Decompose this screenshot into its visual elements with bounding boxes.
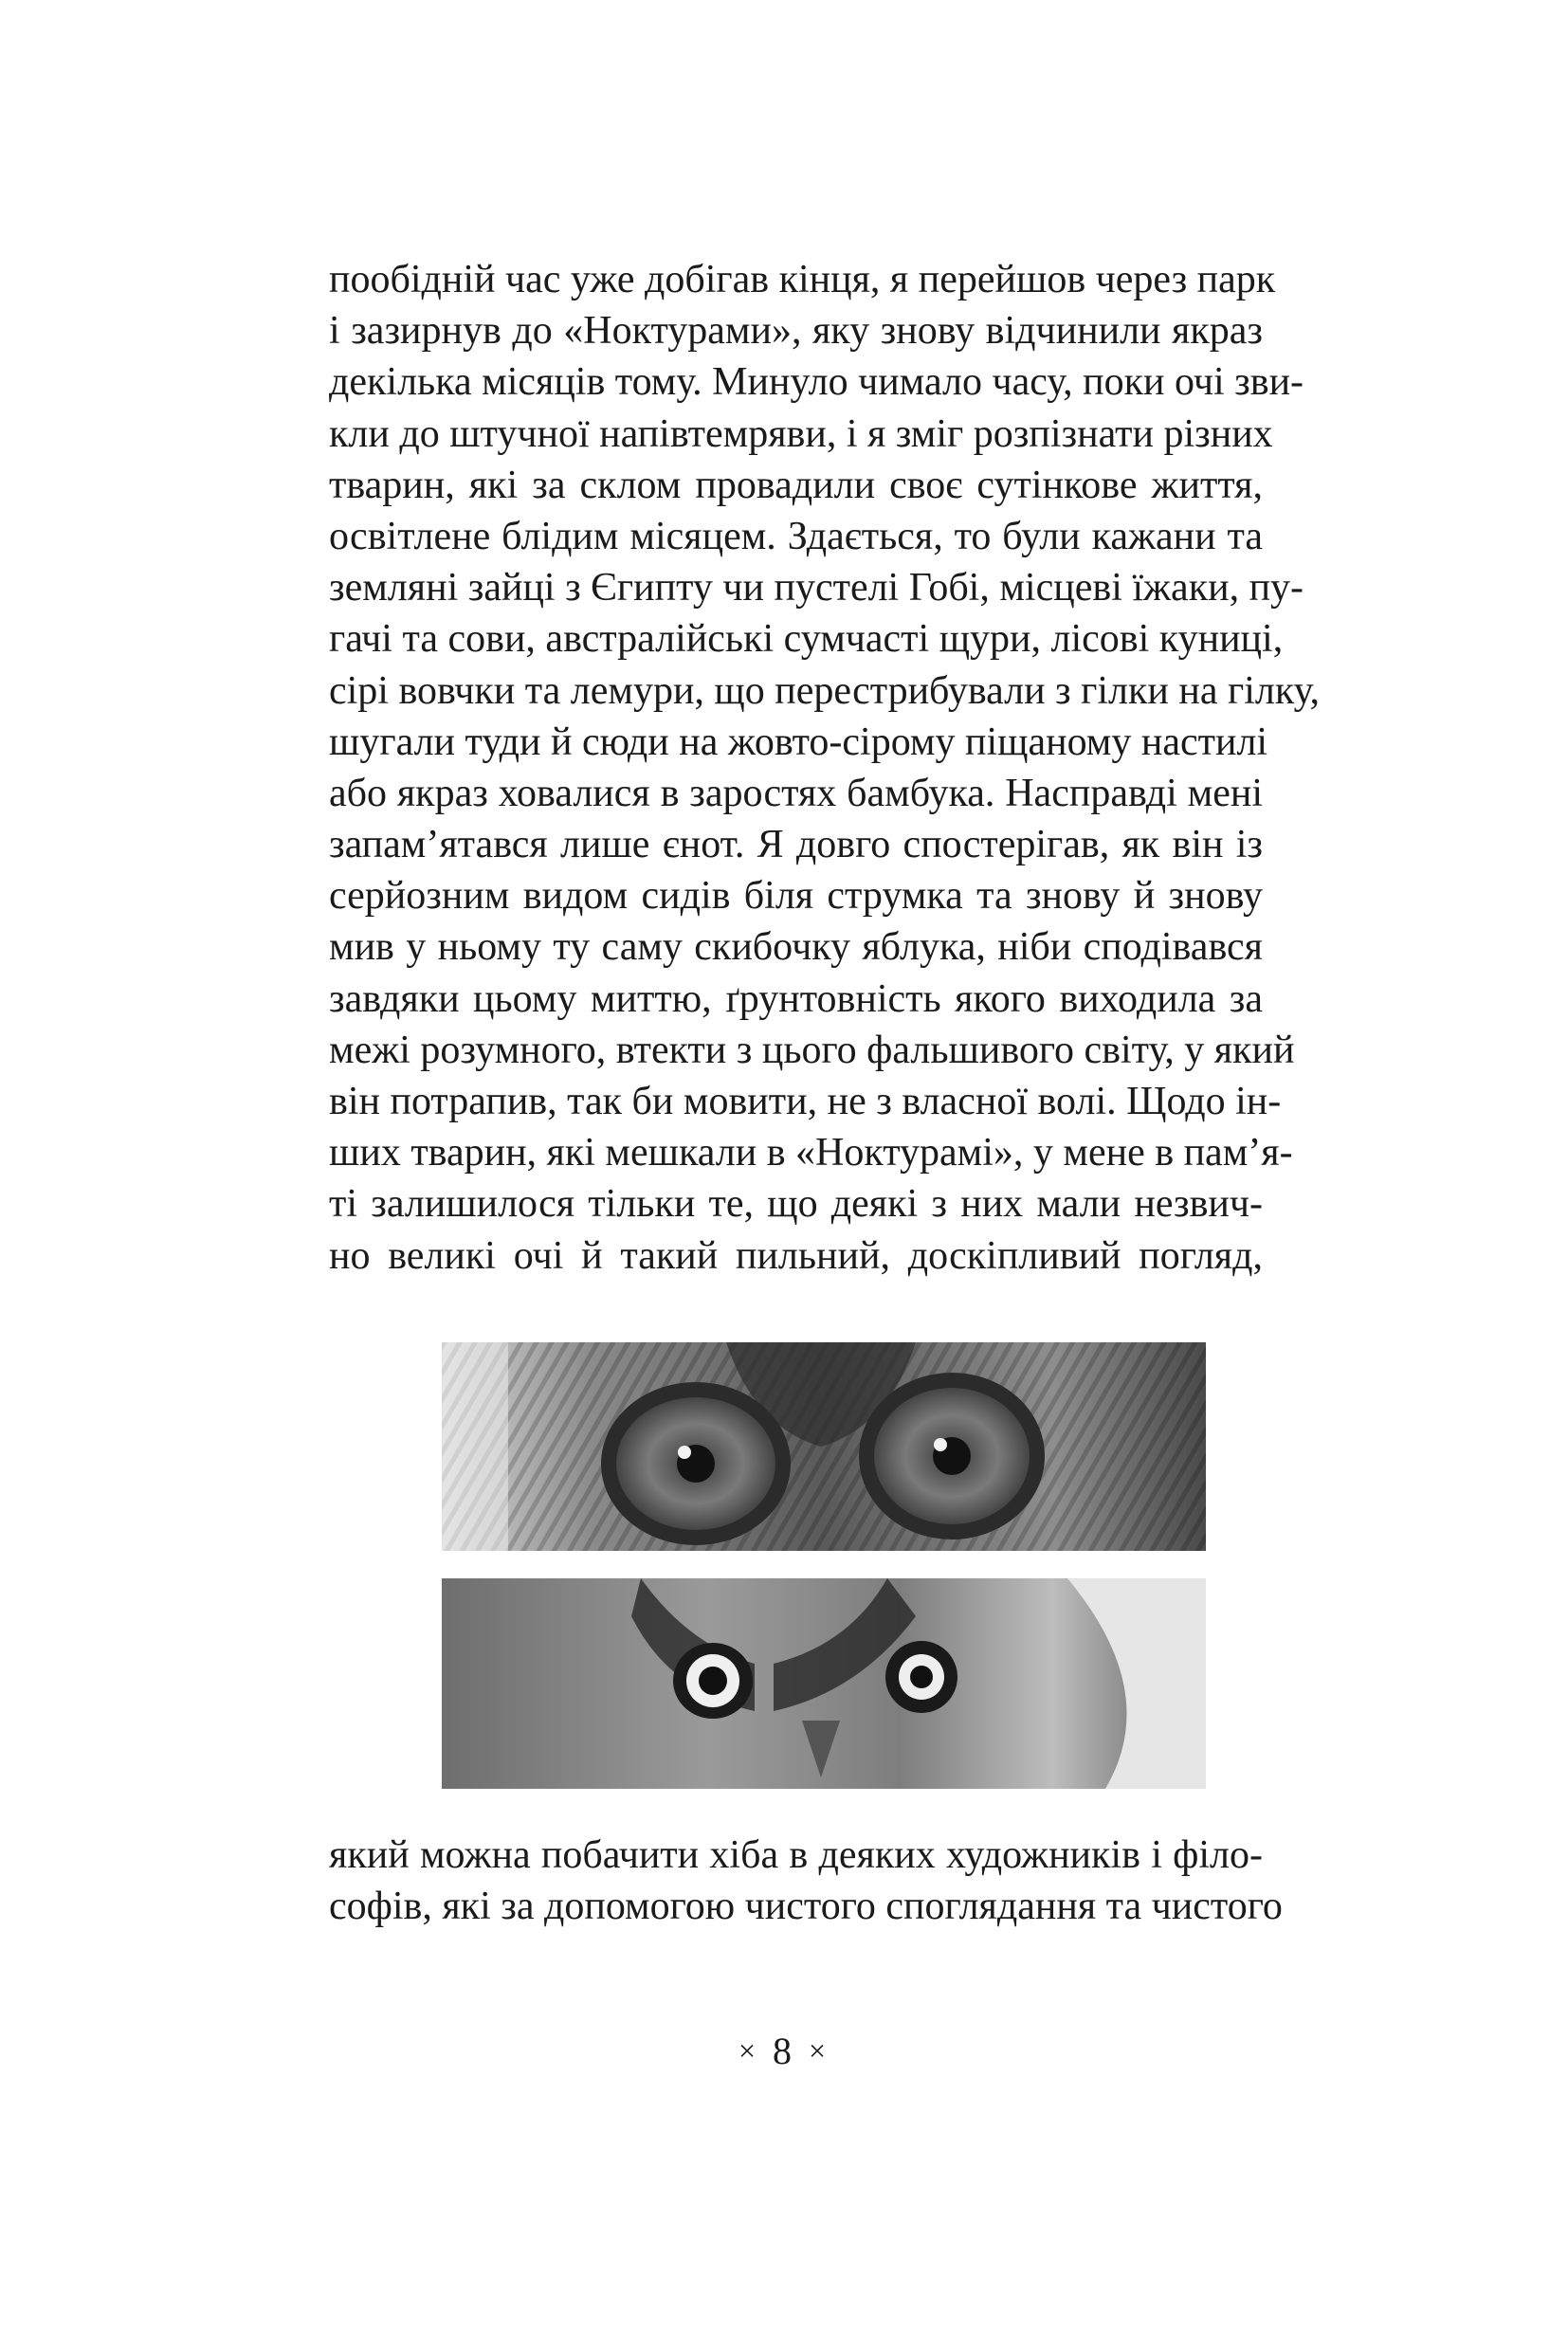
text-line: або якраз ховалися в заростях бамбука. Насправді мені	[329, 771, 1263, 815]
text-line: софів, які за допомогою чистого споглядання та чистого	[329, 1885, 1283, 1929]
eyes-illustration-top	[442, 1342, 1206, 1551]
text-line: мив у ньому ту саму скибочку яблука, ніби сподівався	[329, 925, 1263, 970]
text-line: тварин, які за склом провадили своє сутінкове життя,	[329, 463, 1263, 507]
text-line: пообідній час уже добігав кінця, я перейшов через парк	[329, 258, 1276, 301]
text-line: шугали туди й сюди на жовто-сірому піщаному настилі	[329, 720, 1268, 764]
text-line: завдяки цьому миттю, ґрунтовність якого виходила за	[329, 976, 1263, 1021]
text-line: ті залишилося тільки те, що деякі з них мали незвич-	[329, 1182, 1263, 1227]
text-line: освітлене блідим місяцем. Здається, то були кажани та	[329, 514, 1263, 558]
text-line: запам’ятався лише єнот. Я довго спостерігав, як він із	[329, 823, 1263, 867]
text-line: і зазирнув до «Ноктурами», яку знову відчинили якраз	[329, 309, 1263, 354]
text-line: гачі та сови, австралійські сумчасті щури, лісові куниці,	[329, 617, 1284, 662]
text-line: сірі вовчки та лемури, що перестрибували з гілки на гілку,	[329, 668, 1320, 713]
text-line: кли до штучної напівтемряви, і я зміг розпізнати різних	[329, 411, 1273, 456]
text-line: но великі очі й такий пильний, доскіпливий погляд,	[329, 1233, 1263, 1278]
eyes-illustration-bottom	[442, 1578, 1206, 1789]
text-line: ших тварин, які мешкали в «Ноктурамі», у мене в пам’я-	[329, 1131, 1293, 1175]
body-text-top	[329, 254, 1320, 1282]
folio-number: 8	[773, 2030, 795, 2072]
folio-left-mark: ×	[738, 2033, 759, 2068]
page-number	[0, 2029, 1568, 2073]
text-line: який можна побачити хіба в деяких художників і філо-	[329, 1833, 1263, 1877]
text-line: межі розумного, втекти з цього фальшивого світу, у який	[329, 1028, 1295, 1072]
text-line: він потрапив, так би мовити, не з власної волі. Щодо ін-	[329, 1080, 1282, 1123]
text-line: декілька місяців тому. Минуло чимало часу, поки очі зви-	[329, 360, 1304, 405]
photo-animal-eyes-top	[442, 1342, 1206, 1551]
text-line: земляні зайці з Єгипту чи пустелі Гобі, місцеві їжаки, пу-	[329, 566, 1304, 610]
folio-right-mark: ×	[809, 2033, 830, 2068]
text-line: серйозним видом сидів біля струмка та знову й знову	[329, 874, 1263, 919]
body-text-bottom	[329, 1830, 1283, 1932]
photo-owl-eyes-bottom	[442, 1578, 1206, 1789]
